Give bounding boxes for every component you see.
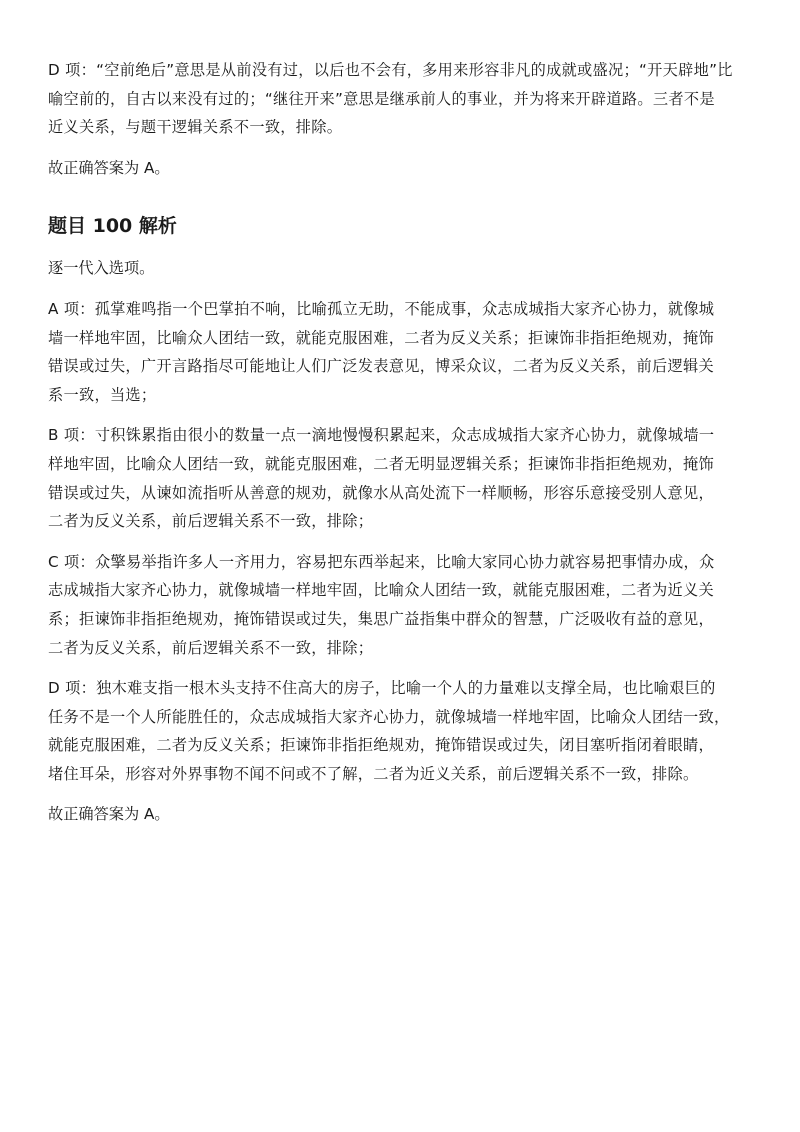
text-line: B 项：寸积铢累指由很小的数量一点一滴地慢慢积累起来，众志成城指大家齐心协力，就像城墙一 — [48, 426, 715, 445]
text-line: 错误或过失，从谏如流指听从善意的规劝，就像水从高处流下一样顺畅，形容乐意接受别人意见， — [48, 483, 714, 502]
text-line: D 项：“空前绝后”意思是从前没有过，以后也不会有，多用来形容非凡的成就或盛况；“开天辟地”比 — [48, 61, 733, 79]
option-c-paragraph — [48, 548, 754, 662]
text-line: 堵住耳朵，形容对外界事物不闻不问或不了解，二者为近义关系，前后逻辑关系不一致，排除。 — [48, 764, 699, 783]
prev-answer-line: 故正确答案为 A。 — [48, 158, 170, 177]
text-line: 系；拒谏饰非指拒绝规劝，掩饰错误或过失，集思广益指集中群众的智慧，广泛吸收有益的意见， — [48, 609, 714, 628]
text-line: 错误或过失，广开言路指尽可能地让人们广泛发表意见，博采众议，二者为反义关系，前后逻辑关 — [48, 357, 714, 376]
document-page — [48, 56, 754, 829]
option-b-paragraph — [48, 421, 754, 535]
intro-line: 逐一代入选项。 — [48, 259, 155, 278]
text-line: 志成城指大家齐心协力，就像城墙一样地牢固，比喻众人团结一致，就能克服困难，二者为近义关 — [48, 581, 714, 600]
text-line: A 项：孤掌难鸣指一个巴掌拍不响，比喻孤立无助，不能成事，众志成城指大家齐心协力，就像城 — [48, 299, 715, 318]
text-line: D 项：独木难支指一根木头支持不住高大的房子，比喻一个人的力量难以支撑全局，也比喻艰巨的 — [48, 679, 716, 698]
text-line: 墙一样地牢固，比喻众人团结一致，就能克服困难，二者为反义关系；拒谏饰非指拒绝规劝，掩饰 — [48, 328, 714, 347]
option-d-paragraph — [48, 674, 754, 788]
text-line: C 项：众擎易举指许多人一齐用力，容易把东西举起来，比喻大家同心协力就容易把事情办成，众 — [48, 552, 715, 571]
text-line: 任务不是一个人所能胜任的，众志成城指大家齐心协力，就像城墙一样地牢固，比喻众人团结一致， — [48, 707, 730, 726]
text-line: 二者为反义关系，前后逻辑关系不一致，排除； — [48, 512, 374, 531]
text-line: 二者为反义关系，前后逻辑关系不一致，排除； — [48, 638, 374, 657]
prev-option-d-paragraph — [48, 56, 754, 142]
option-a-paragraph — [48, 295, 754, 409]
answer-line: 故正确答案为 A。 — [48, 805, 170, 824]
text-line: 样地牢固，比喻众人团结一致，就能克服困难，二者无明显逻辑关系；拒谏饰非指拒绝规劝，掩饰 — [48, 454, 714, 473]
text-line: 系一致，当选； — [48, 385, 157, 404]
text-line: 近义关系，与题干逻辑关系不一致，排除。 — [48, 118, 343, 137]
text-line: 喻空前的，自古以来没有过的；“继往开来”意思是继承前人的事业，并为将来开辟道路。三者不是 — [48, 89, 715, 108]
section-heading: 题目 100 解析 — [48, 215, 177, 238]
text-line: 就能克服困难，二者为反义关系；拒谏饰非指拒绝规劝，掩饰错误或过失，闭目塞听指闭着眼睛， — [48, 736, 714, 755]
